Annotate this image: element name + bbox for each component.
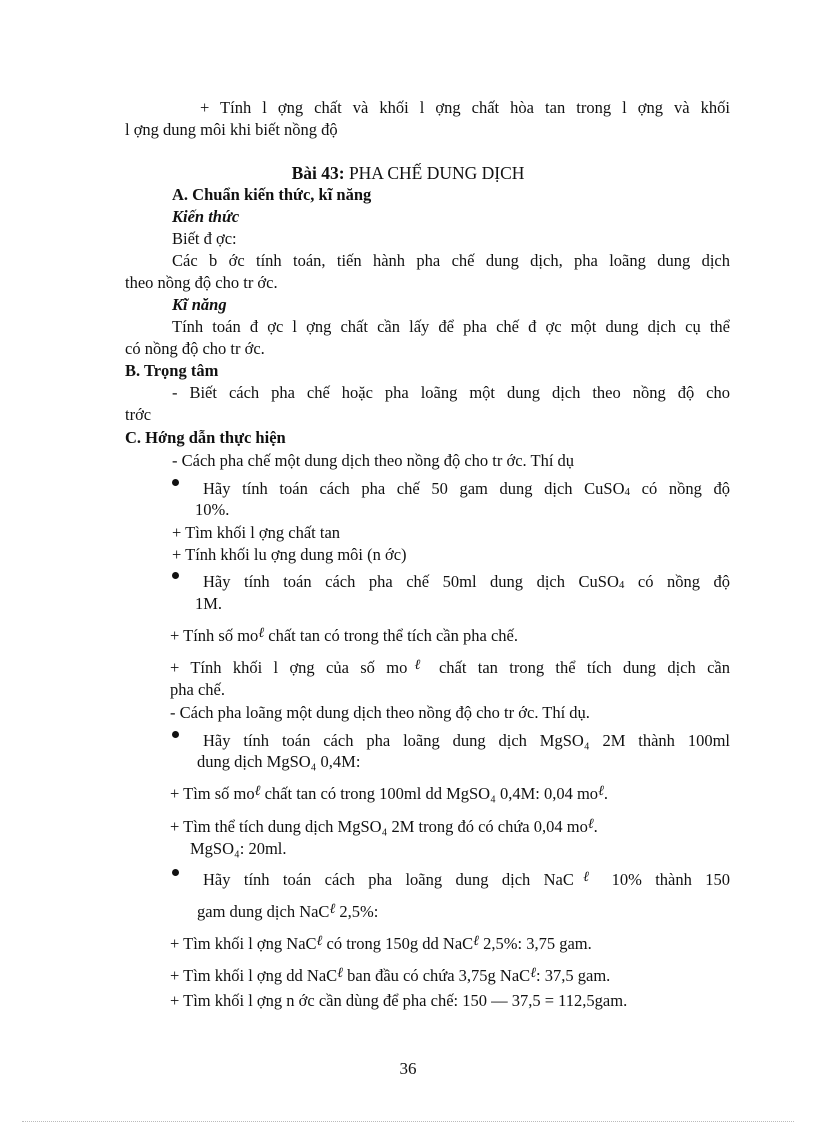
example-4-step-3: + Tìm khối l ợng n ớc cần dùng để pha chế: 150 — 37,5 = 112,5gam. [170,991,628,1010]
bullet-icon [170,728,180,738]
lesson-title [0,163,816,184]
example-3-step-2-line-2: MgSO₄: 20ml. [190,839,287,858]
intro-line-2: l ợng dung môi khi biết nồng độ [125,120,338,139]
example-3-line-2: dung dịch MgSO₄ 0,4M: [197,752,361,771]
skill-line-2: có nồng độ cho tr ớc. [125,339,265,358]
example-1-step-2: + Tính khối lu ợng dung môi (n ớc) [172,545,407,564]
lesson-name: PHA CHẾ DUNG DỊCH [348,163,525,183]
example-3-step-2: + Tìm thể tích dung dịch MgSO₄ 2M trong đó có chứa 0,04 $mo^\ell$. [170,816,598,836]
page-number: 36 [399,1059,417,1078]
skill-line-1: Tính toán đ ợc l ợng chất cần lấy để pha chế đ ợc một dung dịch cụ thể [172,317,730,336]
section-c-heading: C. Hớng dẫn thực hiện [125,428,286,447]
section-b-heading: B. Trọng tâm [125,361,219,380]
knowledge-label: Kiến thức [172,207,240,226]
bullet-icon [170,569,180,579]
example-4-step-2: + Tìm khối l ợng dd NaC$^\ell$ ban đầu có chứa 3,75g NaC$^\ell$: 37,5 gam. [170,965,611,985]
knowledge-line-2: theo nồng độ cho tr ớc. [125,273,278,292]
example-4-line-2: gam dung dịch NaC$^\ell$ 2,5%: [197,901,379,921]
example-2-step-2: + Tính khối l ợng của số $mo^\ell$ chất tan trong thể tích dung dịch cần [170,657,730,677]
bullet-icon [170,866,180,876]
example-1-step-1: + Tìm khối l ợng chất tan [172,523,341,542]
intro-line-1: + Tính l ợng chất và khối l ợng chất hòa tan trong l ợng và khối [200,98,730,117]
method-1-intro: - Cách pha chế một dung dịch theo nồng độ cho tr ớc. Thí dụ [172,451,575,470]
section-a-heading: A. Chuẩn kiến thức, kĩ năng [172,185,372,204]
example-4-step-1: + Tìm khối l ợng NaC$^\ell$ có trong 150g dd NaC$^\ell$ 2,5%: 3,75 gam. [170,933,592,953]
example-2-step-1: + Tính số $mo^\ell$ chất tan có trong thể tích cần pha chế. [170,625,518,645]
section-b-line-2: trớc [125,405,152,424]
example-3-step-1: + Tìm số $mo^\ell$ chất tan có trong 100ml dd MgSO₄ 0,4M: 0,04 $mo^\ell$. [170,783,609,803]
example-2-line-2: 1M. [195,594,223,613]
example-3-line-1: Hãy tính toán cách pha loãng dung dịch MgSO₄ 2M thành 100ml [203,731,730,750]
lesson-number: Bài 43: [291,163,345,183]
example-1-line-2: 10%. [195,500,230,519]
example-2-line-1: Hãy tính toán cách pha chế 50ml dung dịch CuSO4 có nồng độ [203,572,730,591]
example-4-line-1: Hãy tính toán cách pha loãng dung dịch NaC$^\ell$ 10% thành 150 [203,869,730,889]
knowledge-line-1: Các b ớc tính toán, tiến hành pha chế dung dịch, pha loãng dung dịch [172,251,730,270]
method-2-intro: - Cách pha loãng một dung dịch theo nồng độ cho tr ớc. Thí dụ. [170,703,590,722]
bullet-icon [170,476,180,486]
example-2-step-2-line-2: pha chế. [170,680,225,699]
knowledge-intro: Biết đ ợc: [172,229,237,248]
example-1-line-1: Hãy tính toán cách pha chế 50 gam dung dịch CuSO4 có nồng độ [203,479,730,498]
section-b-line-1: - Biết cách pha chế hoặc pha loãng một dung dịch theo nồng độ cho [172,383,730,402]
skill-label: Kĩ năng [172,295,227,314]
footer-divider [22,1121,794,1122]
